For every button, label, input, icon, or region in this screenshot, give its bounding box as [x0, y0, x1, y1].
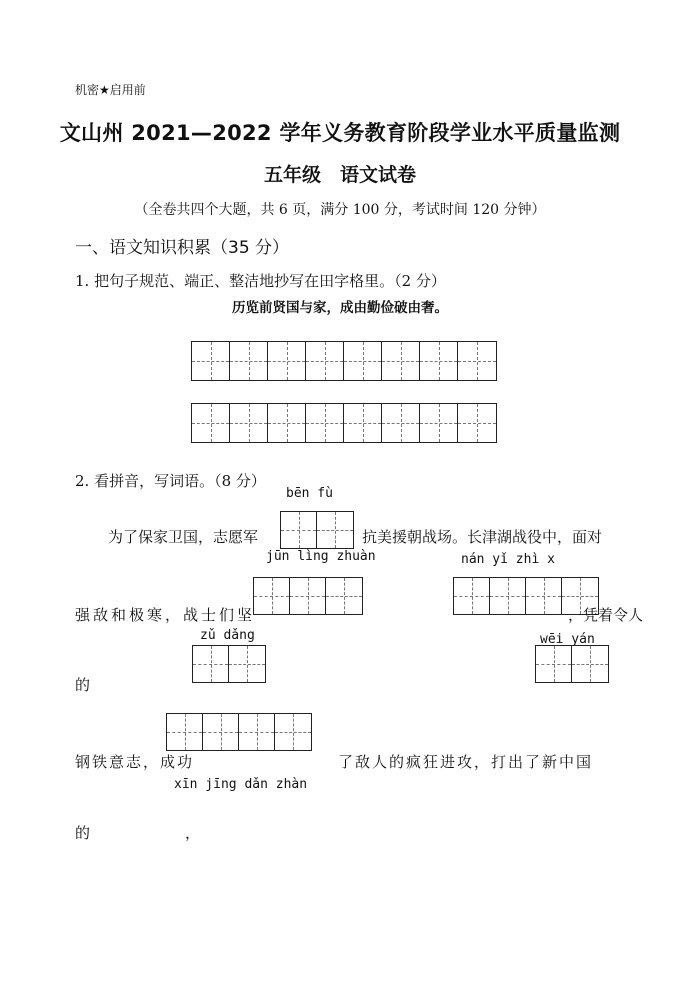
question-1-prompt: 1. 把句子规范、端正、整洁地抄写在田字格里。（2 分）	[75, 272, 446, 290]
question-2-prompt: 2. 看拼音，写词语。（8 分）	[75, 472, 266, 490]
grid-cell[interactable]	[344, 404, 382, 442]
pinyin-ben-fu: bēn fù	[286, 486, 333, 501]
grid-cell[interactable]	[420, 342, 458, 380]
grid-cell[interactable]	[230, 404, 268, 442]
grid-cell[interactable]	[490, 578, 526, 614]
grid-cell[interactable]	[420, 404, 458, 442]
grid-cell[interactable]	[458, 404, 496, 442]
exam-title: 文山州 2021—2022 学年义务教育阶段学业水平质量监测	[59, 121, 621, 145]
confidential-label: 机密★启用前	[75, 83, 146, 97]
pinyin-xin-jing-dan-zhan: xīn jīng dǎn zhàn	[174, 777, 308, 792]
answer-grid-jun-ling-zhuang[interactable]	[253, 577, 363, 615]
passage-line-5b: ，	[185, 824, 201, 842]
grid-cell[interactable]	[167, 714, 203, 750]
answer-grid-zu-dang[interactable]	[192, 645, 266, 683]
passage-line-2a: 强敌和极寒，战士们坚	[75, 606, 256, 624]
tianzige-row-2[interactable]	[191, 403, 497, 443]
pinyin-nan-yi-zhi: nán yǐ zhì x	[461, 552, 555, 567]
passage-line-3a: 的	[75, 676, 91, 694]
section-heading: 一、语文知识积累（35 分）	[75, 238, 290, 258]
grid-cell[interactable]	[344, 342, 382, 380]
grid-cell[interactable]	[458, 342, 496, 380]
grid-cell[interactable]	[382, 342, 420, 380]
answer-grid-xin-jing-dan-zhan[interactable]	[166, 713, 312, 751]
passage-line-1b: 抗美援朝战场。长津湖战役中，面对	[362, 528, 603, 546]
grid-cell[interactable]	[290, 578, 326, 614]
grid-cell[interactable]	[572, 646, 608, 682]
pinyin-jun-ling-zhuang: jūn lìng zhuàn	[266, 549, 376, 564]
grid-cell[interactable]	[193, 646, 229, 682]
grid-cell[interactable]	[536, 646, 572, 682]
grid-cell[interactable]	[230, 342, 268, 380]
grid-cell[interactable]	[454, 578, 490, 614]
grid-cell[interactable]	[229, 646, 265, 682]
pinyin-zu-dang: zǔ dǎng	[200, 628, 255, 643]
grid-cell[interactable]	[192, 342, 230, 380]
answer-grid-wei-yan[interactable]	[535, 645, 609, 683]
copy-text: 历览前贤国与家，成由勤俭破由奢。	[232, 300, 448, 316]
grid-cell[interactable]	[317, 512, 353, 548]
grid-cell[interactable]	[275, 714, 311, 750]
grid-cell[interactable]	[306, 342, 344, 380]
exam-info: （全卷共四个大题，共 6 页，满分 100 分，考试时间 120 分钟）	[134, 202, 546, 218]
passage-line-2b: ，凭着令人	[568, 606, 644, 624]
exam-subtitle: 五年级 语文试卷	[263, 164, 416, 186]
grid-cell[interactable]	[203, 714, 239, 750]
grid-cell[interactable]	[239, 714, 275, 750]
passage-line-5a: 的	[75, 824, 91, 842]
grid-cell[interactable]	[281, 512, 317, 548]
grid-cell[interactable]	[326, 578, 362, 614]
grid-cell[interactable]	[254, 578, 290, 614]
passage-line-4b: 了敌人的疯狂进攻，打出了新中国	[338, 753, 594, 771]
passage-line-4a: 钢铁意志，成功	[75, 753, 195, 771]
passage-line-1a: 为了保家卫国，志愿军	[108, 528, 259, 546]
answer-grid-ben-fu[interactable]	[280, 511, 354, 549]
grid-cell[interactable]	[268, 404, 306, 442]
grid-cell[interactable]	[382, 404, 420, 442]
grid-cell[interactable]	[192, 404, 230, 442]
grid-cell[interactable]	[526, 578, 562, 614]
grid-cell[interactable]	[306, 404, 344, 442]
grid-cell[interactable]	[268, 342, 306, 380]
pinyin-wei-yan: wēi yán	[540, 632, 595, 647]
tianzige-row-1[interactable]	[191, 341, 497, 381]
